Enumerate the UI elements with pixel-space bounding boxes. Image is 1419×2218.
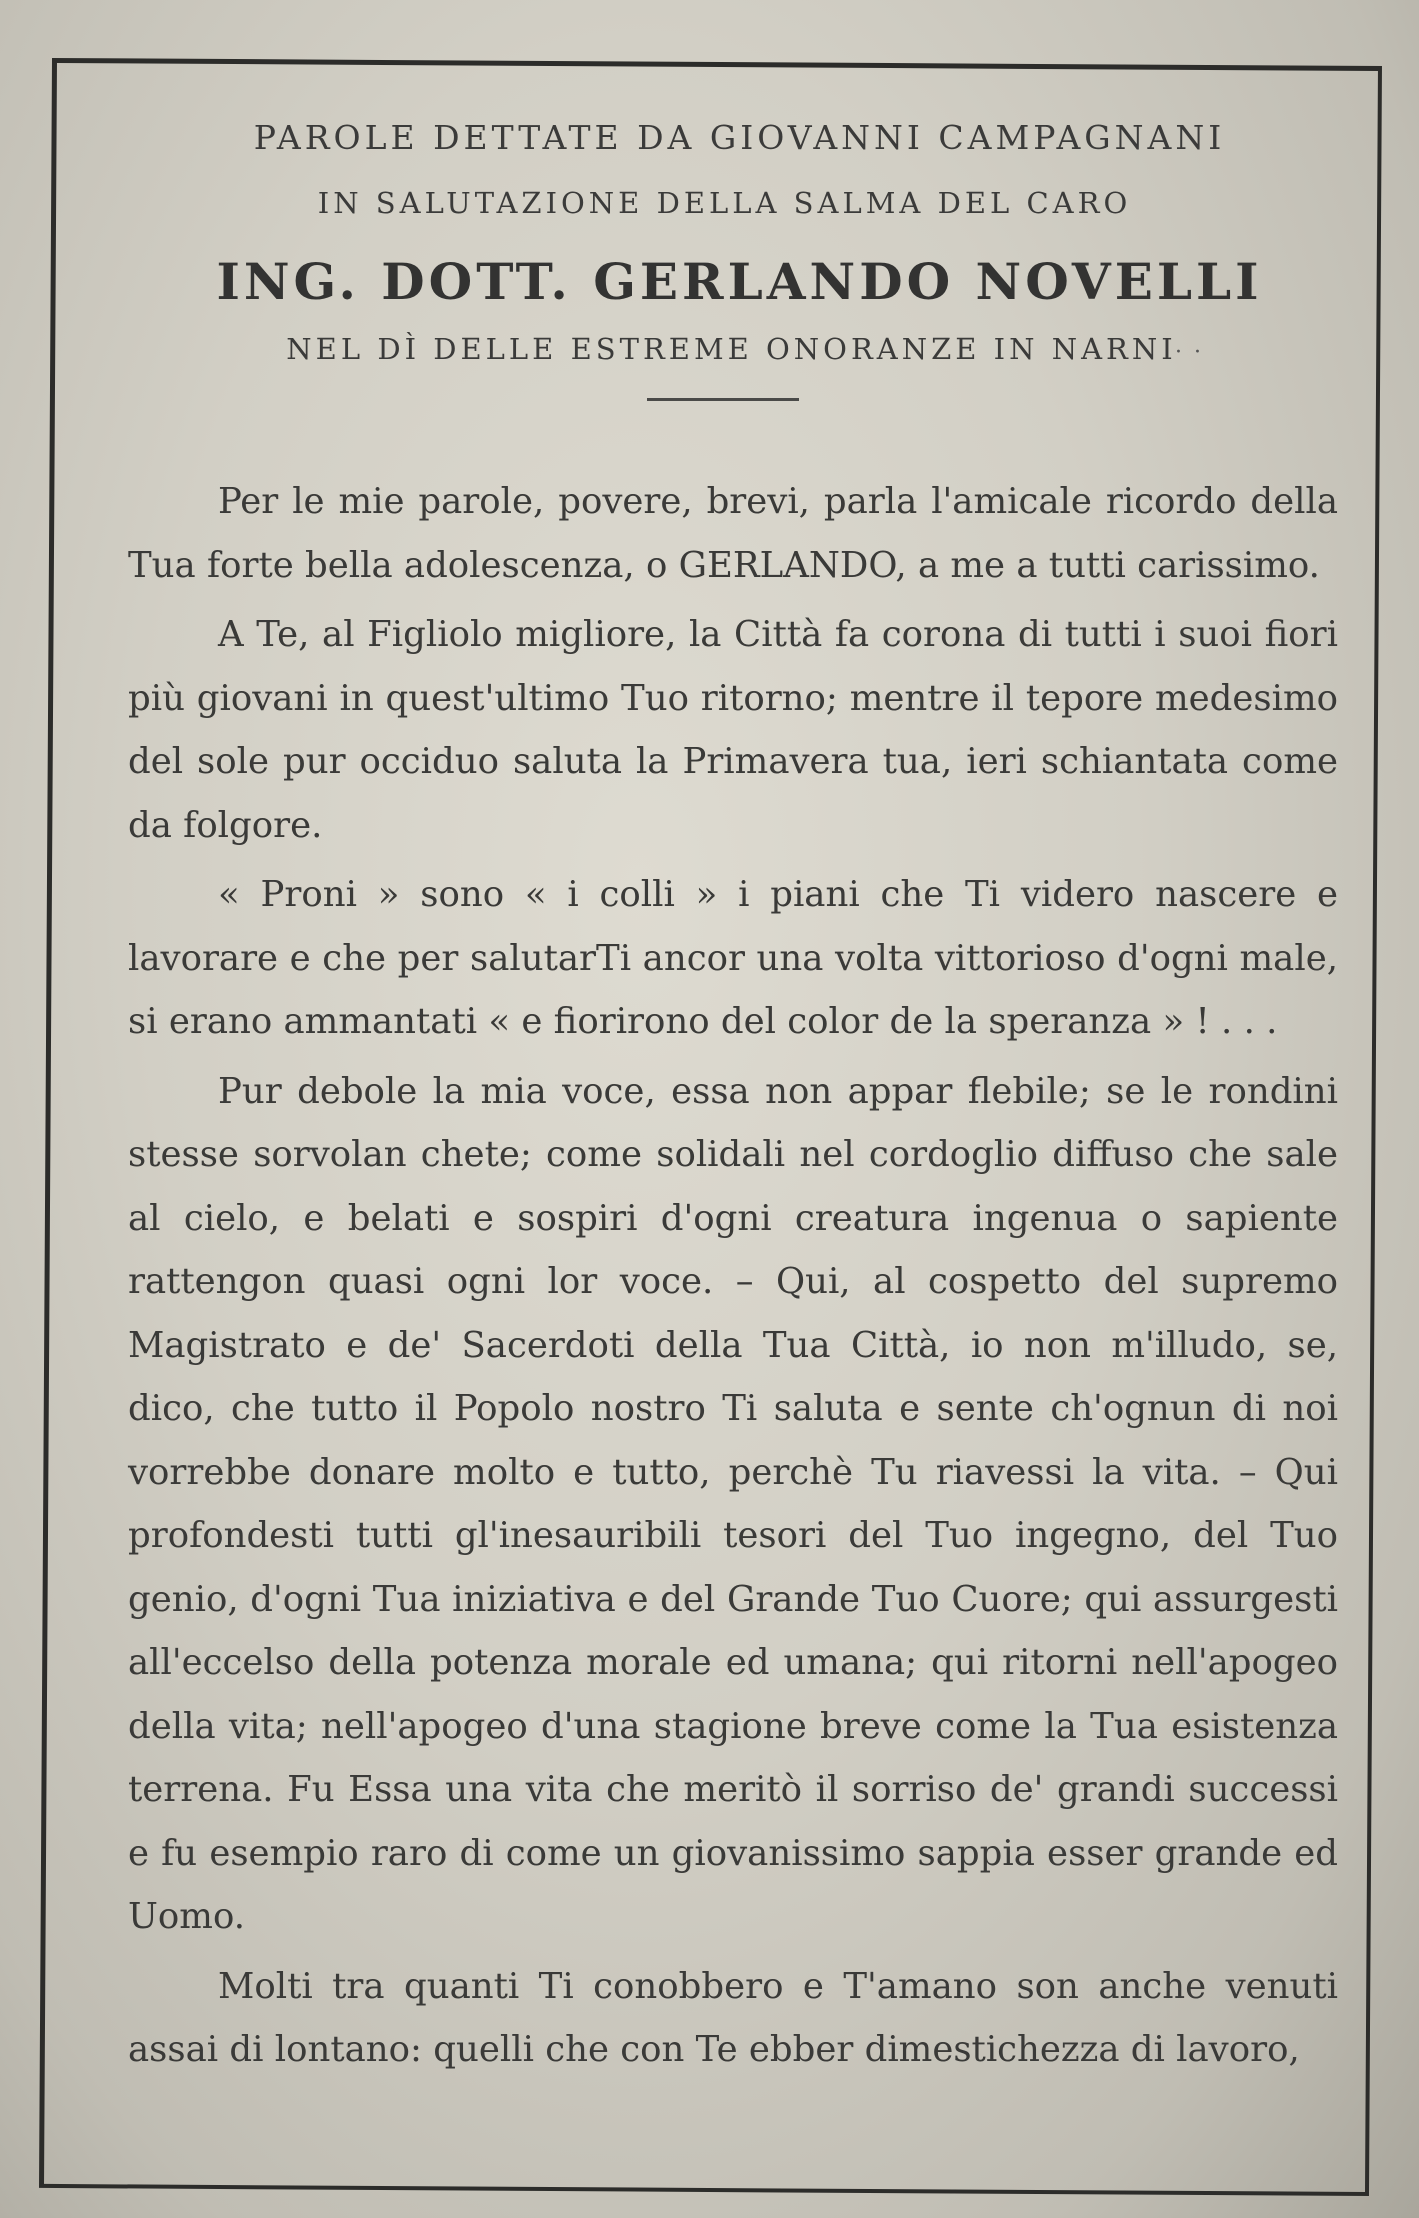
heading-line-4: NEL DÌ DELLE ESTREME ONORANZE IN NARNI xyxy=(286,332,1177,366)
paragraph-1: Per le mie parole, povere, brevi, parla l'amicale ricordo della Tua forte bella adolescenza, o GERLANDO, a me a tutti carissimo. xyxy=(128,481,1338,586)
paragraph-3: « Proni » sono « i colli » i piani che Ti videro nascere e lavorare e che per salutarTi ancor una volta vittorioso d'ogni male, si erano ammantati « e fiorirono del color de la speranza » ! . . . xyxy=(128,874,1338,1042)
paragraph-2: A Te, al Figliolo migliore, la Città fa corona di tutti i suoi fiori più giovani in quest'ultimo Tuo ritorno; mentre il tepore medesimo del sole pur occiduo saluta la Primavera tua, ieri schiantata come da folgore. xyxy=(128,614,1338,846)
heading-line-2: IN SALUTAZIONE DELLA SALMA DEL CARO xyxy=(317,186,1132,220)
paragraph-4: Pur debole la mia voce, essa non appar flebile; se le rondini stesse sorvolan chete; come solidali nel cordoglio diffuso che sale al cielo, e belati e sospiri d'ogni creatura ingenua o sapiente rattengon quasi ogni lor voce. – Qui, al cospetto del supremo Magistrato e de' Sacerdoti della Tua Città, io non m'illudo, se, dico, che tutto il Popolo nostro Ti saluta e sente ch'ognun di noi vorrebbe donare molto e tutto, perchè Tu riavessi la vita. – Qui profondesti tutti gl'inesauribili tesori del Tuo ingegno, del Tuo genio, d'ogni Tua iniziativa e del Grande Tuo Cuore; qui assurgesti all'eccelso della potenza morale ed umana; qui ritorni nell'apogeo della vita; nell'apogeo d'una stagione breve come la Tua esistenza terrena. Fu Essa una vita che meritò il sorriso de' grandi successi e fu esempio raro di come un giovanissimo sappia esser grande ed Uomo. xyxy=(128,1070,1338,1937)
stray-dots: ·· xyxy=(1175,340,1213,365)
body-text xyxy=(128,470,1338,2088)
heading-divider xyxy=(647,398,799,401)
heading-name: ING. DOTT. GERLANDO NOVELLI xyxy=(216,252,1263,311)
heading-line-1: PAROLE DETTATE DA GIOVANNI CAMPAGNANI xyxy=(253,118,1226,157)
paragraph-5: Molti tra quanti Ti conobbero e T'amano son anche venuti assai di lontano: quelli che con Te ebber dimestichezza di lavoro, xyxy=(128,1965,1338,2070)
